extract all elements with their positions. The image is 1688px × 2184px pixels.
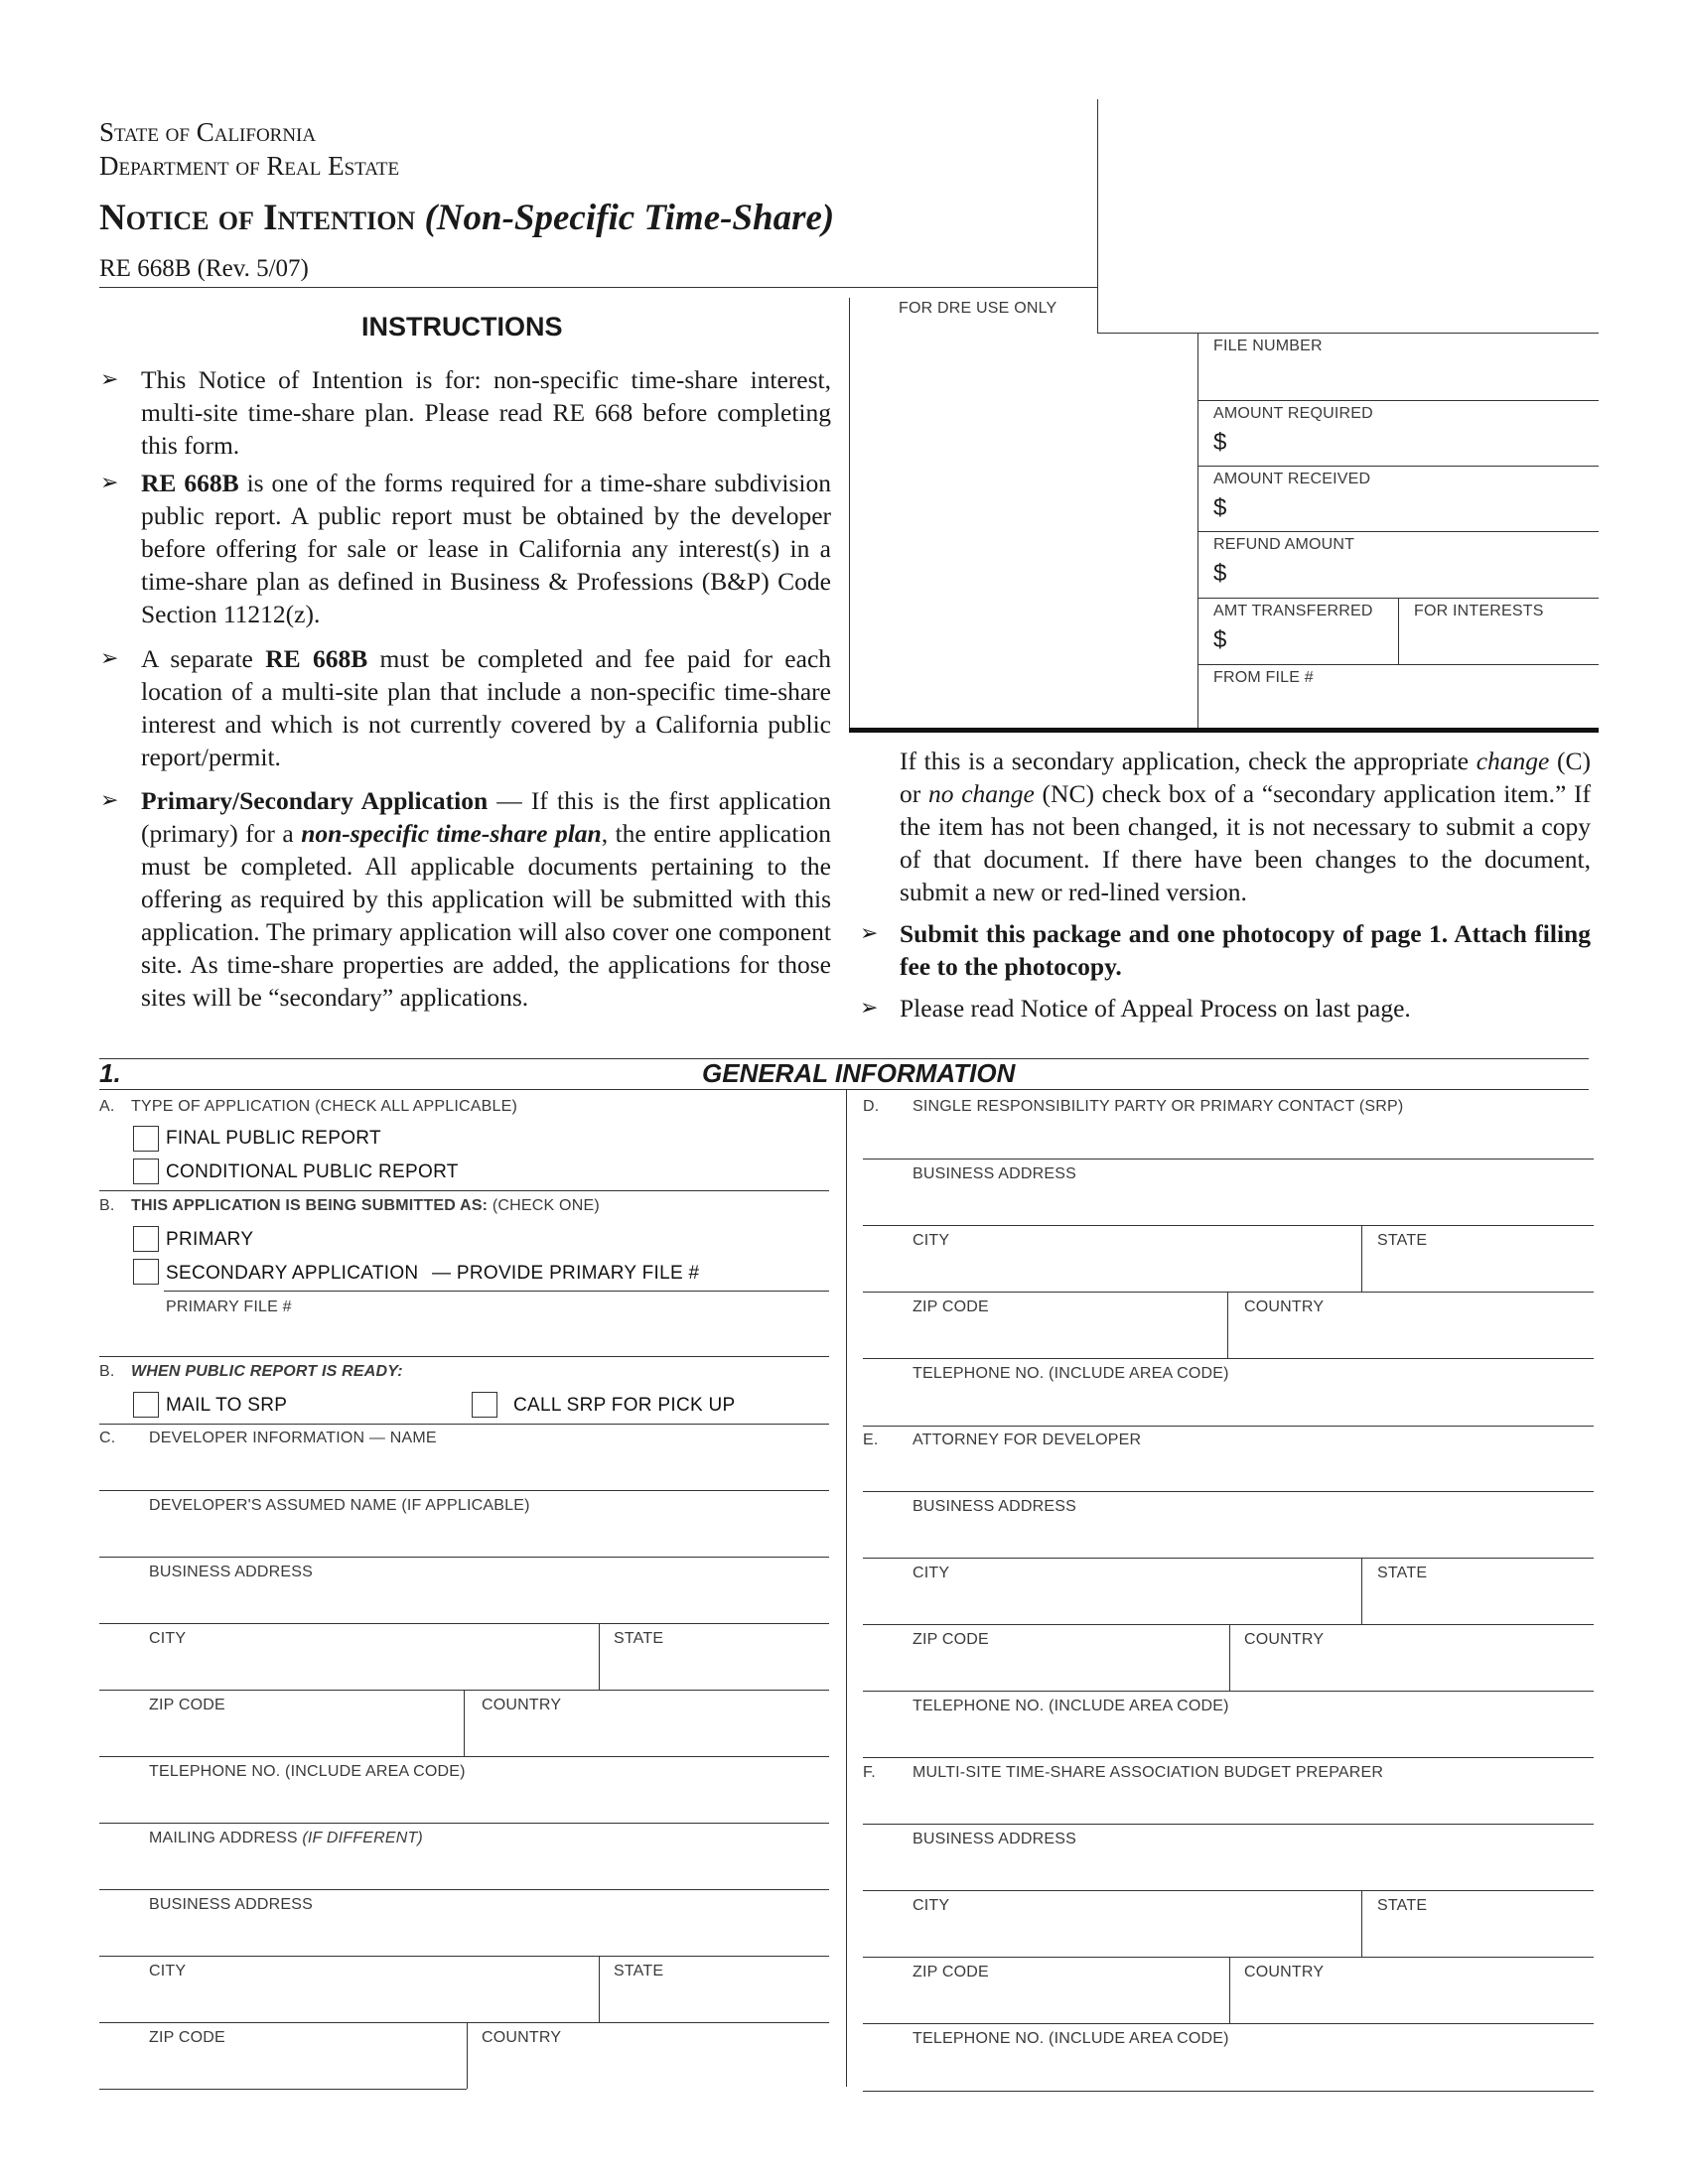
from-file-label: FROM FILE #: [1213, 669, 1314, 686]
bullet-4-text: , the entire application must be completed. All applicable documents pertaining to the offering as required by this application will be submitted with this application. The primary application will also cover one component site. As time-share properties are added, the applications for those sites will be “secondary” applications.: [141, 819, 832, 1012]
amt-transferred-label: AMT TRANSFERRED: [1213, 603, 1373, 619]
bullet-arrow-icon: ➢: [100, 471, 119, 495]
developer-name-label[interactable]: DEVELOPER INFORMATION — NAME: [149, 1430, 437, 1446]
srp-telephone-label[interactable]: TELEPHONE NO. (INCLUDE AREA CODE): [913, 1365, 1229, 1382]
mailing-zip-label[interactable]: ZIP CODE: [149, 2029, 225, 2046]
item-b-label-rest: (CHECK ONE): [488, 1197, 600, 1214]
field-divider: [1227, 1292, 1228, 1358]
secondary-application-checkbox[interactable]: [133, 1259, 159, 1285]
attorney-city-label[interactable]: CITY: [913, 1565, 950, 1581]
field-divider: [467, 2022, 468, 2089]
form-title-main: Notice of Intention: [99, 198, 416, 238]
field-line: [863, 1691, 1594, 1692]
field-line: [99, 1424, 829, 1425]
dre-row-line: [1197, 400, 1599, 401]
field-line: [99, 1557, 829, 1558]
form-ref: RE 668B: [265, 644, 368, 673]
item-d-letter: D.: [863, 1098, 880, 1115]
field-line: [99, 1490, 829, 1491]
conditional-public-report-checkbox[interactable]: [133, 1159, 159, 1184]
conditional-public-report-label: CONDITIONAL PUBLIC REPORT: [166, 1161, 459, 1182]
instruction-bullet-2: [141, 467, 831, 630]
bullet-arrow-icon: ➢: [100, 788, 119, 813]
budget-city-label[interactable]: CITY: [913, 1897, 950, 1914]
item-f-letter: F.: [863, 1764, 876, 1781]
field-line: [863, 1491, 1594, 1492]
item-a-label: TYPE OF APPLICATION (CHECK ALL APPLICABLE): [131, 1098, 517, 1115]
developer-state-label[interactable]: STATE: [614, 1630, 664, 1647]
column-divider: [846, 1089, 847, 2087]
item-a-letter: A.: [99, 1098, 115, 1115]
instruction-bullet-1: This Notice of Intention is for: non-specific time-share interest, multi-site time-share plan. Please read RE 668 before completing this form.: [141, 365, 831, 460]
state-name: State of California: [99, 117, 317, 147]
developer-telephone-label[interactable]: TELEPHONE NO. (INCLUDE AREA CODE): [149, 1763, 466, 1780]
developer-assumed-name-label[interactable]: DEVELOPER'S ASSUMED NAME (IF APPLICABLE): [149, 1497, 530, 1514]
header-state: [99, 117, 316, 148]
final-public-report-label: FINAL PUBLIC REPORT: [166, 1128, 381, 1149]
srp-country-label[interactable]: COUNTRY: [1244, 1298, 1325, 1315]
form-title: [99, 197, 834, 239]
bullet-4-bold-italic: non-specific time-share plan: [301, 819, 602, 848]
item-c-letter: C.: [99, 1430, 116, 1446]
primary-file-label: PRIMARY FILE #: [166, 1298, 292, 1315]
attorney-telephone-label[interactable]: TELEPHONE NO. (INCLUDE AREA CODE): [913, 1698, 1229, 1714]
developer-business-address-label[interactable]: BUSINESS ADDRESS: [149, 1564, 314, 1580]
mailing-address-label[interactable]: [149, 1830, 423, 1847]
file-number-label: FILE NUMBER: [1213, 338, 1323, 354]
field-line: [99, 2089, 467, 2090]
field-line: [99, 1190, 829, 1191]
dre-row-line: [1197, 664, 1599, 665]
field-line: [863, 2091, 1594, 2092]
item-b-label-bold: THIS APPLICATION IS BEING SUBMITTED AS:: [131, 1197, 489, 1214]
field-line: [99, 1356, 829, 1357]
developer-city-label[interactable]: CITY: [149, 1630, 187, 1647]
attorney-zip-label[interactable]: ZIP CODE: [913, 1631, 989, 1648]
refund-amount-dollar: $: [1213, 560, 1227, 587]
item-b2-letter: B.: [99, 1363, 115, 1380]
bullet-arrow-icon: ➢: [100, 646, 119, 671]
bullet-2-text: is one of the forms required for a time-share subdivision public report. A public report must be obtained by the developer before offering for sale or lease in California any interest(s) in a time-share plan as defined in Business & Professions (B&P) Code Section 11212(z).: [141, 469, 832, 628]
field-divider: [599, 1956, 600, 2022]
mail-to-srp-checkbox[interactable]: [133, 1392, 159, 1418]
attorney-business-address-label[interactable]: BUSINESS ADDRESS: [913, 1498, 1077, 1515]
amount-required-label: AMOUNT REQUIRED: [1213, 405, 1373, 422]
field-line: [863, 1225, 1594, 1226]
item-e-letter: E.: [863, 1432, 879, 1448]
field-line: [99, 1756, 829, 1757]
attorney-label[interactable]: ATTORNEY FOR DEVELOPER: [913, 1432, 1142, 1448]
field-line: [863, 1890, 1594, 1891]
secondary-application-label: SECONDARY APPLICATION: [166, 1263, 419, 1284]
field-line: [863, 1292, 1594, 1293]
item-b-label: [131, 1197, 600, 1215]
dre-top-rule: [1097, 333, 1599, 334]
header-department: [99, 151, 399, 182]
field-divider: [1229, 1957, 1230, 2023]
section-bottom-rule: [99, 1089, 1589, 1090]
section-number: 1.: [99, 1058, 121, 1088]
field-line: [863, 1957, 1594, 1958]
field-line: [99, 1823, 829, 1824]
field-divider: [464, 1690, 465, 1756]
attorney-state-label[interactable]: STATE: [1377, 1565, 1428, 1581]
dre-row-line: [1197, 531, 1599, 532]
field-line: [863, 1426, 1594, 1427]
mailing-address-text: MAILING ADDRESS: [149, 1830, 298, 1846]
form-number: RE 668B (Rev. 5/07): [99, 255, 309, 282]
secondary-instruction: [900, 745, 1591, 908]
mailing-country-label[interactable]: COUNTRY: [482, 2029, 562, 2046]
field-divider: [1361, 1225, 1362, 1292]
dre-box-left: [849, 298, 850, 730]
srp-city-label[interactable]: CITY: [913, 1232, 950, 1249]
budget-business-address-label[interactable]: BUSINESS ADDRESS: [913, 1831, 1077, 1847]
instruction-bullet-4: [141, 784, 831, 1014]
budget-telephone-label[interactable]: TELEPHONE NO. (INCLUDE AREA CODE): [913, 2030, 1229, 2047]
call-srp-label: CALL SRP FOR PICK UP: [513, 1395, 736, 1416]
header-rule: [99, 287, 1097, 288]
field-line: [863, 1624, 1594, 1625]
for-interests-label: FOR INTERESTS: [1414, 603, 1544, 619]
mailing-business-address-label[interactable]: BUSINESS ADDRESS: [149, 1896, 314, 1913]
primary-checkbox[interactable]: [133, 1226, 159, 1252]
r1-pre: If this is a secondary application, check the appropriate: [900, 747, 1477, 775]
srp-label[interactable]: SINGLE RESPONSIBILITY PARTY OR PRIMARY CONTACT (SRP): [913, 1098, 1404, 1115]
field-line: [863, 1757, 1594, 1758]
item-b-letter: B.: [99, 1197, 115, 1214]
refund-amount-label: REFUND AMOUNT: [1213, 536, 1355, 553]
mailing-city-label[interactable]: CITY: [149, 1963, 187, 1979]
amt-transferred-dollar: $: [1213, 626, 1227, 653]
dre-use-label: FOR DRE USE ONLY: [899, 300, 1057, 317]
if-different-note: (IF DIFFERENT): [302, 1830, 423, 1846]
amount-received-dollar: $: [1213, 494, 1227, 521]
dre-row-line: [1197, 466, 1599, 467]
field-divider: [1361, 1558, 1362, 1624]
field-line: [99, 1623, 829, 1624]
dre-interest-divider: [1398, 598, 1399, 664]
bullet-arrow-icon: ➢: [860, 921, 879, 946]
mailing-state-label[interactable]: STATE: [614, 1963, 664, 1979]
bullet-4-mid: — If this is the first application (primary) for a: [141, 786, 831, 848]
field-line: [99, 1889, 829, 1890]
instruction-bullet-5: Submit this package and one photocopy of page 1. Attach filing fee to the photocopy.: [900, 919, 1591, 981]
budget-preparer-label[interactable]: MULTI-SITE TIME-SHARE ASSOCIATION BUDGET PREPARER: [913, 1764, 1384, 1781]
field-line: [863, 1824, 1594, 1825]
r1-italic-change: change: [1476, 747, 1550, 775]
budget-state-label[interactable]: STATE: [1377, 1897, 1428, 1914]
field-line: [863, 2023, 1594, 2024]
srp-business-address-label[interactable]: BUSINESS ADDRESS: [913, 1165, 1077, 1182]
final-public-report-checkbox[interactable]: [133, 1126, 159, 1152]
primary-label: PRIMARY: [166, 1229, 254, 1250]
r1-rest: (NC) check box of a “secondary application item.” If the item has not been changed, it is not necessary to submit a copy of that document. If there have been changes to the document, submit a new or red-lined version.: [900, 779, 1591, 906]
developer-country-label[interactable]: COUNTRY: [482, 1697, 562, 1713]
department-name: Department of Real Estate: [99, 151, 400, 181]
bullet-3-pre: A separate: [141, 644, 266, 673]
instruction-bullet-3: [141, 642, 831, 773]
instructions-heading: INSTRUCTIONS: [361, 312, 563, 341]
attorney-country-label[interactable]: COUNTRY: [1244, 1631, 1325, 1648]
budget-country-label[interactable]: COUNTRY: [1244, 1964, 1325, 1980]
item-b2-label: WHEN PUBLIC REPORT IS READY:: [131, 1363, 403, 1380]
form-ref: RE 668B: [141, 469, 239, 497]
srp-zip-label[interactable]: ZIP CODE: [913, 1298, 989, 1315]
call-srp-checkbox[interactable]: [472, 1392, 497, 1418]
mail-to-srp-label: MAIL TO SRP: [166, 1395, 288, 1416]
field-line: [863, 1159, 1594, 1160]
amount-received-label: AMOUNT RECEIVED: [1213, 471, 1371, 487]
amount-required-dollar: $: [1213, 429, 1227, 456]
field-divider: [1361, 1890, 1362, 1957]
form-title-paren: (Non-Specific Time-Share): [424, 198, 835, 238]
field-line: [99, 2022, 829, 2023]
field-line: [863, 1558, 1594, 1559]
budget-zip-label[interactable]: ZIP CODE: [913, 1964, 989, 1980]
bullet-arrow-icon: ➢: [860, 996, 879, 1021]
header-right-divider: [1097, 99, 1098, 333]
field-divider: [599, 1623, 600, 1690]
bullet-4-bold: Primary/Secondary Application: [141, 786, 489, 815]
srp-state-label[interactable]: STATE: [1377, 1232, 1428, 1249]
bullet-arrow-icon: ➢: [100, 367, 119, 392]
r1-mid: (C) or: [900, 747, 1591, 808]
bullet-3-text: must be completed and fee paid for each location of a multi-site plan that include a non-specific time-share interest and which is not currently covered by a California public report/permit.: [141, 644, 832, 771]
field-line: [99, 1956, 829, 1957]
developer-zip-label[interactable]: ZIP CODE: [149, 1697, 225, 1713]
secondary-application-note: — PROVIDE PRIMARY FILE #: [432, 1263, 700, 1284]
section-title: GENERAL INFORMATION: [702, 1058, 1016, 1088]
r1-italic-no-change: no change: [927, 779, 1035, 808]
dre-bottom-rule: [849, 728, 1599, 733]
field-divider: [1229, 1624, 1230, 1691]
instruction-bullet-6: Please read Notice of Appeal Process on last page.: [900, 994, 1411, 1023]
field-line: [863, 1358, 1594, 1359]
field-line: [164, 1291, 829, 1292]
